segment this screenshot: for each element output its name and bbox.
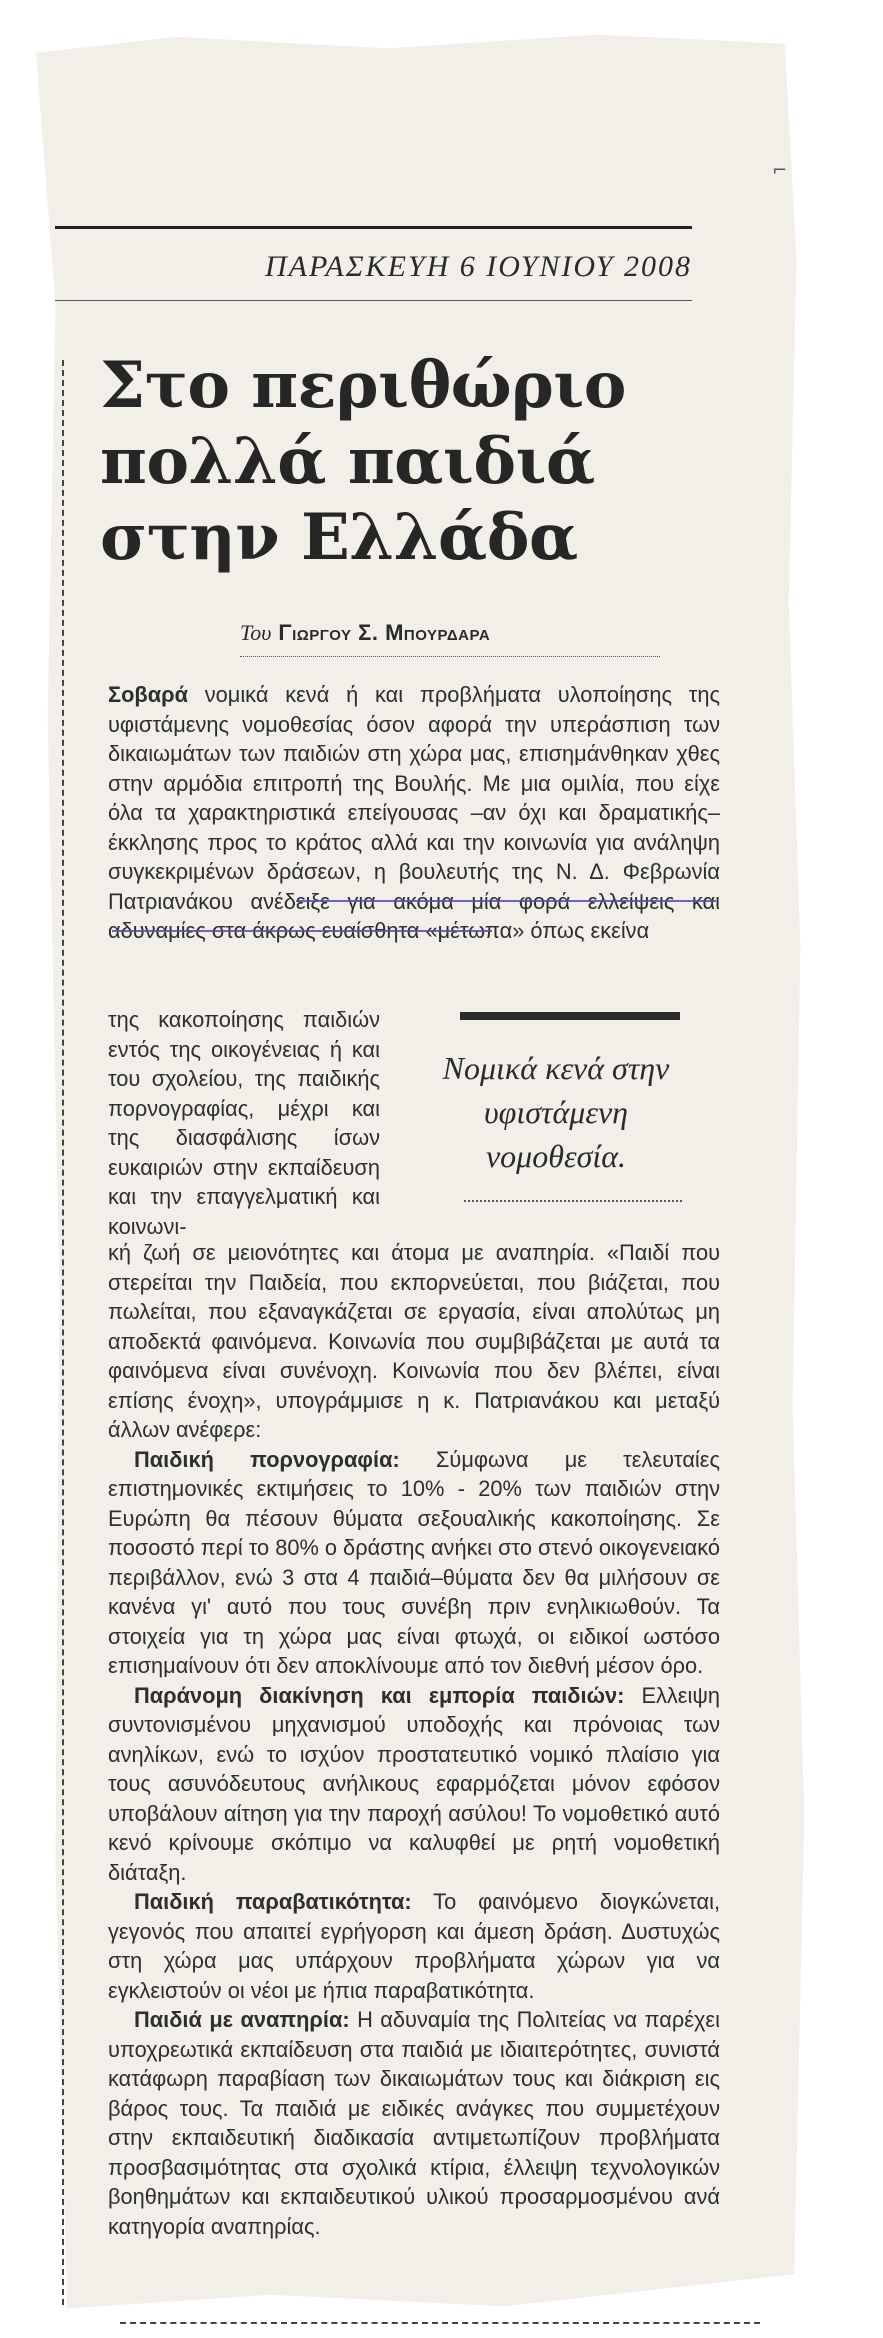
byline bbox=[240, 620, 660, 657]
lead-paragraph bbox=[108, 680, 720, 946]
headline-line-1: Στο περιθώριο bbox=[100, 348, 626, 423]
pullquote-rule bbox=[460, 1012, 680, 1020]
section-heading: Παιδική πορνογραφία: bbox=[134, 1446, 400, 1472]
headline-line-2: πολλά παιδιά bbox=[100, 424, 595, 499]
lead-bold: Σοβαρά bbox=[108, 682, 188, 707]
lead-text: νομικά κενά ή και προβλήματα υλοποίησης της υφιστάμενης νομοθεσίας όσον αφορά την υπεράσπιση των δικαιωμάτων των παιδιών στη χώρα μας, επισημάνθηκαν χθες στην αρμόδια επιτροπή της Βουλής. Με μια ομιλία, που είχε όλα τα χαρακτηριστικά επείγουσας –αν όχι και δραματικής– έκκλησης προς το κράτος αλλά και την κοινωνία για ανάληψη συγκεκριμένων δράσεων, η βουλευτής της Ν. Δ. Φεβρωνία Πατριανάκου ανέδειξε για ακόμα μία φορά ελλείψεις και αδυναμίες στα άκρως ευαίσθητα «μέτωπα» όπως εκείνα bbox=[108, 682, 720, 943]
pen-underline-2 bbox=[112, 930, 492, 932]
headline-line-3: στην Ελλάδα bbox=[100, 500, 578, 575]
section-paragraph: Παράνομη διακίνηση και εμπορία παιδιών: Ελλειψη συντονισμένου μηχανισμού υποδοχής και πρόνοιας των ανηλίκων, ενώ το ισχύον προστατευτικό νομικό πλαίσιο για τους ασυνόδευτους ανήλικους εφαρμόζεται μόνον εφόσον υποβάλουν αίτηση για την παροχή ασύλου! Το νομοθετικό αυτό κενό κρίνουμε σκόπιμο να καλυφθεί με ρητή νομοθετική διάταξη. bbox=[108, 1682, 720, 1885]
date-rule-top bbox=[55, 226, 692, 229]
continuation-paragraph: κή ζωή σε μειονότητες και άτομα με αναπηρία. «Παιδί που στερείται την Παιδεία, που εκπορνεύεται, που βιάζεται, που πωλείται, που εξαναγκάζεται σε εργασία, είναι απολύτως μη αποδεκτά φαινόμενα. Κοινωνία που συμβιβάζεται με αυτά τα φαινόμενα είναι συνένοχη. Κοινωνία που δεν βλέπει, είναι επίσης ένοχη», υπογράμμισε η κ. Πατριανάκου και μεταξύ άλλων ανέφερε: bbox=[108, 1240, 720, 1442]
section-paragraph: Παιδική παραβατικότητα: Το φαινόμενο διογκώνεται, γεγονός που απαιτεί εγρήγορση και άμεση δράση. Δυστυχώς στη χώρα μας υπάρχουν προβλήματα χώρων για να εγκλειστούν οι νέοι με ήπια παραβατικότητα. bbox=[108, 1889, 721, 2003]
pullquote-text: Νομικά κενά στην υφιστάμενη νομοθεσία. bbox=[442, 1050, 670, 1174]
section-heading: Παιδιά με αναπηρία: bbox=[134, 2007, 350, 2032]
pen-underline-1 bbox=[296, 900, 716, 902]
pullquote-dotted-rule bbox=[464, 1200, 682, 1202]
body-text bbox=[108, 1238, 720, 2241]
headline bbox=[100, 348, 720, 576]
dashed-cut-line-bottom bbox=[120, 2322, 760, 2324]
pen-tick-icon: ⌐ bbox=[772, 160, 788, 181]
pullquote bbox=[432, 1012, 680, 1202]
narrow-column-text: της κακοποίησης παιδιών εντός της οικογένειας ή και του σχολείου, της παιδικής πορνογραφίας, μέχρι και της διασφάλισης ίσων ευκαιριών στην εκπαίδευση και την επαγγελματική και κοινωνι- bbox=[108, 1007, 380, 1239]
issue-date: ΠΑΡΑΣΚΕΥΗ 6 ΙΟΥΝΙΟΥ 2008 bbox=[264, 250, 692, 283]
section-paragraph: Παιδιά με αναπηρία: Η αδυναμία της Πολιτείας να παρέχει υποχρεωτικά εκπαίδευση στα παιδιά με ιδιαιτερότητες, συνιστά κατάφωρη παραβίαση των δικαιωμάτων τους και διάκριση εις βάρος τους. Τα παιδιά με ειδικές ανάγκες που συμμετέχουν στην εκπαιδευτική διαδικασία αντιμετωπίζουν προβλήματα προσβασιμότητας στα σχολικά κτίρια, έλλειψη τεχνολογικών βοηθημάτων και εκπαιδευτικού υλικού προσαρμοσμένου ανά κατηγορία αναπηρίας. bbox=[108, 2007, 720, 2239]
date-rule-bottom bbox=[55, 300, 692, 301]
dashed-cut-line-left bbox=[62, 360, 64, 2305]
byline-author: Γιωργου Σ. Μπουρδαρα bbox=[278, 620, 491, 645]
section-heading: Παιδική παραβατικότητα: bbox=[134, 1889, 412, 1914]
section-paragraph: Παιδική πορνογραφία: Σύμφωνα με τελευταίες επιστημονικές εκτιμήσεις το 10% - 20% των παιδιών στην Ευρώπη θα πέσουν θύματα σεξουαλικής κακοποίησης. Σε ποσοστό περί το 80% ο δράστης ανήκει στο στενό οικογενειακό περιβάλλον, ενώ 3 στα 4 παιδιά–θύματα δεν θα μιλήσουν σε κανένα γι' αυτό που τους συνέβη πριν ενηλικιωθούν. Τα στοιχεία για τη χώρα μας είναι φτωχά, οι ειδικοί ωστόσο επισημαίνουν ότι δεν αποκλίνουμε από τον διεθνή μέσον όρο. bbox=[108, 1446, 721, 1678]
byline-prefix: Του bbox=[240, 620, 272, 645]
section-heading: Παράνομη διακίνηση και εμπορία παιδιών: bbox=[134, 1682, 625, 1708]
